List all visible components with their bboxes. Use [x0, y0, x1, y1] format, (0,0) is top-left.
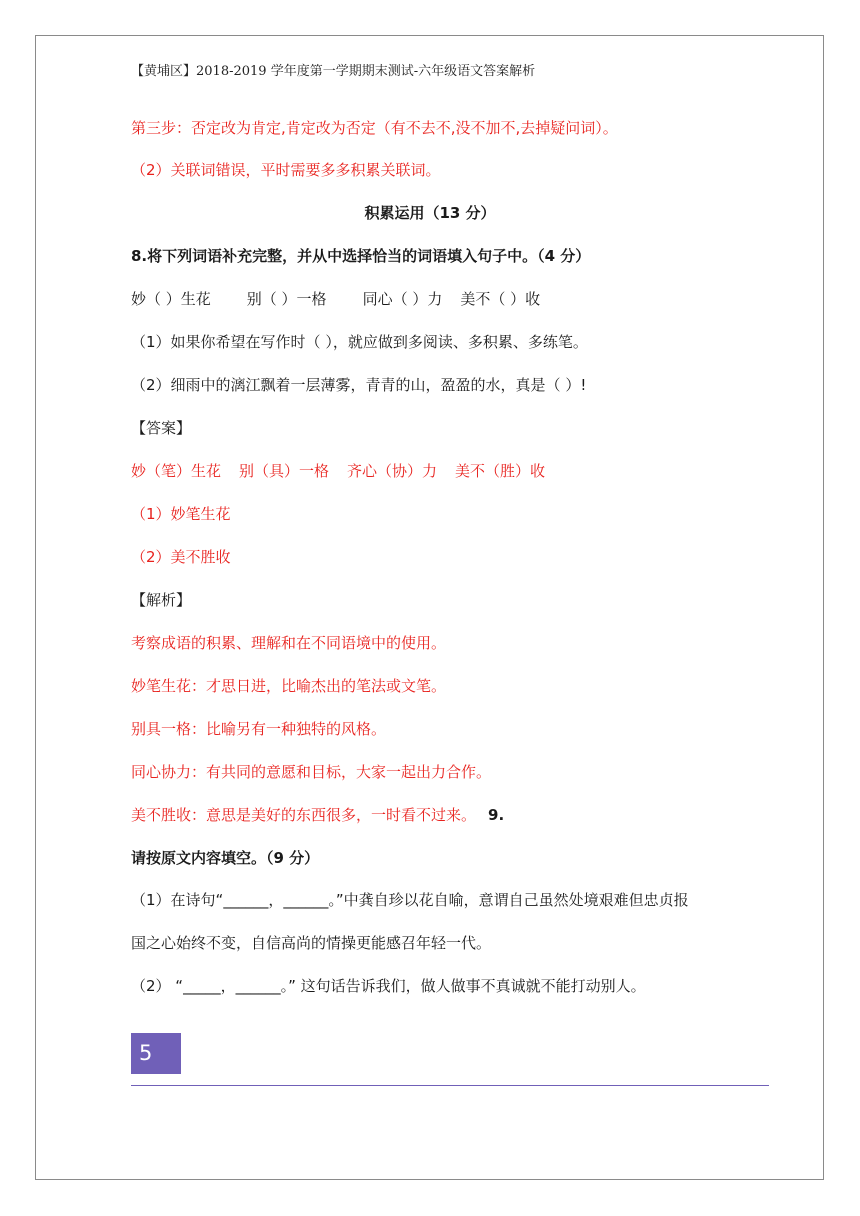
idiom-4: 美不（ ）收: [460, 290, 541, 308]
answer-8-1: （1）妙笔生花: [131, 505, 231, 523]
answer-tag: 【答案】: [131, 419, 192, 437]
question-8-1: （1）如果你希望在写作时（ ），就应做到多阅读、多积累、多练笔。: [131, 333, 588, 351]
idiom-2: 别（ ）一格: [246, 290, 327, 308]
question-8-2: （2）细雨中的漓江飘着一层薄雾，青青的山，盈盈的水，真是（ ）!: [131, 376, 587, 394]
question-9-2: （2） “_____，______。” 这句话告诉我们，做人做事不真诚就不能打动别人。: [131, 977, 646, 995]
idiom-1: 妙（ ）生花: [131, 290, 211, 308]
analysis-5-row: [131, 805, 504, 825]
answer-2: 别（具）一格: [239, 462, 330, 480]
answer-1: 妙（笔）生花: [131, 462, 222, 480]
answer-8-2: （2）美不胜收: [131, 548, 231, 566]
page-header: 【黄埔区】2018-2019 学年度第一学期期末测试-六年级语文答案解析: [131, 64, 536, 79]
question-9-number: 9.: [488, 806, 505, 824]
idiom-row: [131, 289, 540, 309]
section-title: 积累运用（13 分）: [364, 204, 496, 222]
answer-row: [131, 461, 545, 481]
step3-text: 第三步：否定改为肯定,肯定改为否定（有不去不,没不加不,去掉疑问词）。: [131, 119, 618, 137]
question-9: 请按原文内容填空。（9 分）: [131, 849, 320, 867]
idiom-3: 同心（ ）力: [362, 290, 443, 308]
question-9-1-line2: 国之心始终不变，自信高尚的情操更能感召年轻一代。: [131, 934, 492, 952]
analysis-tag: 【解析】: [131, 591, 192, 609]
question-8: 8.将下列词语补充完整，并从中选择恰当的词语填入句子中。（4 分）: [131, 247, 591, 265]
answer-4: 美不（胜）收: [455, 462, 546, 480]
answer-3: 齐心（协）力: [347, 462, 438, 480]
footer-divider: [131, 1085, 769, 1086]
conjunction-note: （2）关联词错误，平时需要多多积累关联词。: [131, 161, 441, 179]
page-number: 5: [131, 1033, 181, 1074]
analysis-1: 考察成语的积累、理解和在不同语境中的使用。: [131, 634, 447, 652]
analysis-3: 别具一格：比喻另有一种独特的风格。: [131, 720, 387, 738]
analysis-4: 同心协力：有共同的意愿和目标，大家一起出力合作。: [131, 763, 492, 781]
analysis-2: 妙笔生花：才思日进，比喻杰出的笔法或文笔。: [131, 677, 447, 695]
question-9-1-line1: （1）在诗句“______，______。”中龚自珍以花自喻，意谓自己虽然处境艰难但忠贞报: [131, 891, 689, 909]
analysis-5: 美不胜收：意思是美好的东西很多，一时看不过来。: [131, 806, 477, 824]
